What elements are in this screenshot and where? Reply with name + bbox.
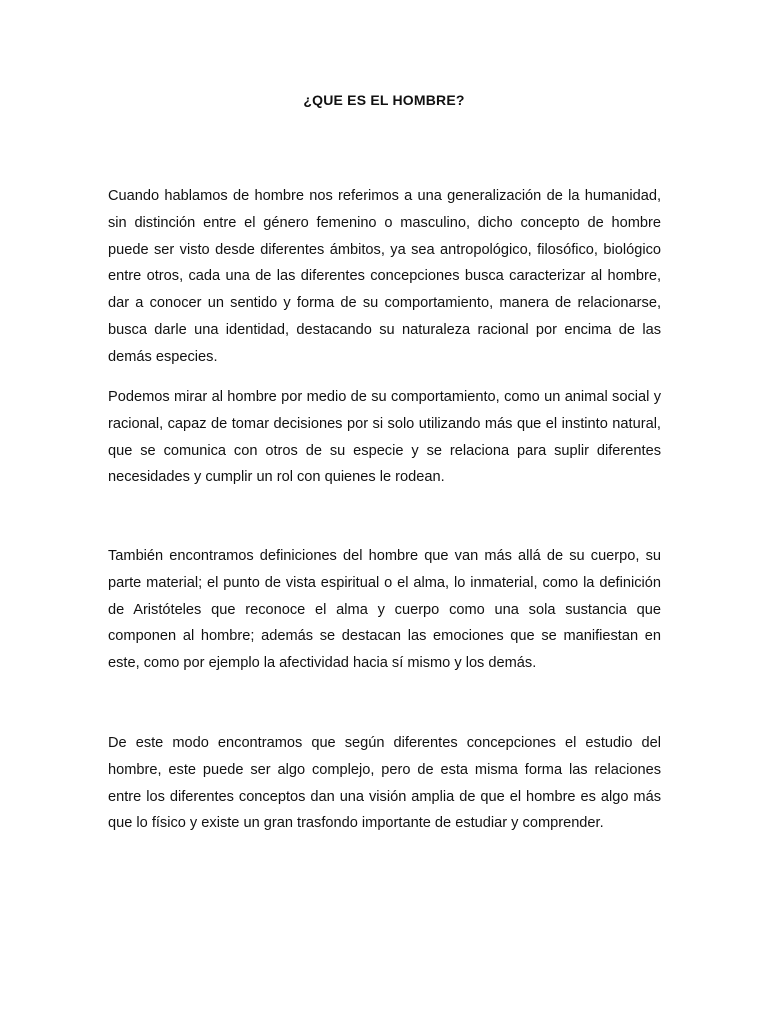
document-title: ¿QUE ES EL HOMBRE?	[303, 92, 465, 108]
paragraph-2: Podemos mirar al hombre por medio de su comportamiento, como un animal social y racional, capaz de tomar decisiones por si solo utilizando más que el instinto natural, que se comunica con otros de su especie y se relaciona para suplir diferentes necesidades y cumplir un rol con quienes le rodean.	[108, 389, 661, 486]
paragraph-4: De este modo encontramos que según diferentes concepciones el estudio del hombre, este puede ser algo complejo, pero de esta misma forma las relaciones entre los diferentes conceptos dan una visión amplia de que el hombre es algo más que lo físico y existe un gran trasfondo importante de estudiar y comprender.	[108, 735, 661, 832]
paragraph-1: Cuando hablamos de hombre nos referimos a una generalización de la humanidad, sin distinción entre el género femenino o masculino, dicho concepto de hombre puede ser visto desde diferentes ámbitos, ya sea antropológico, filosófico, biológico entre otros, cada una de las diferentes concepciones busca caracterizar al hombre, dar a conocer un sentido y forma de su comportamiento, manera de relacionarse, busca darle una identidad, destacando su naturaleza racional por encima de las demás especies.	[108, 188, 661, 365]
paragraph-3: También encontramos definiciones del hombre que van más allá de su cuerpo, su parte material; el punto de vista espiritual o el alma, lo inmaterial, como la definición de Aristóteles que reconoce el alma y cuerpo como una sola sustancia que componen al hombre; además se destacan las emociones que se manifiestan en este, como por ejemplo la afectividad hacia sí mismo y los demás.	[108, 548, 661, 672]
